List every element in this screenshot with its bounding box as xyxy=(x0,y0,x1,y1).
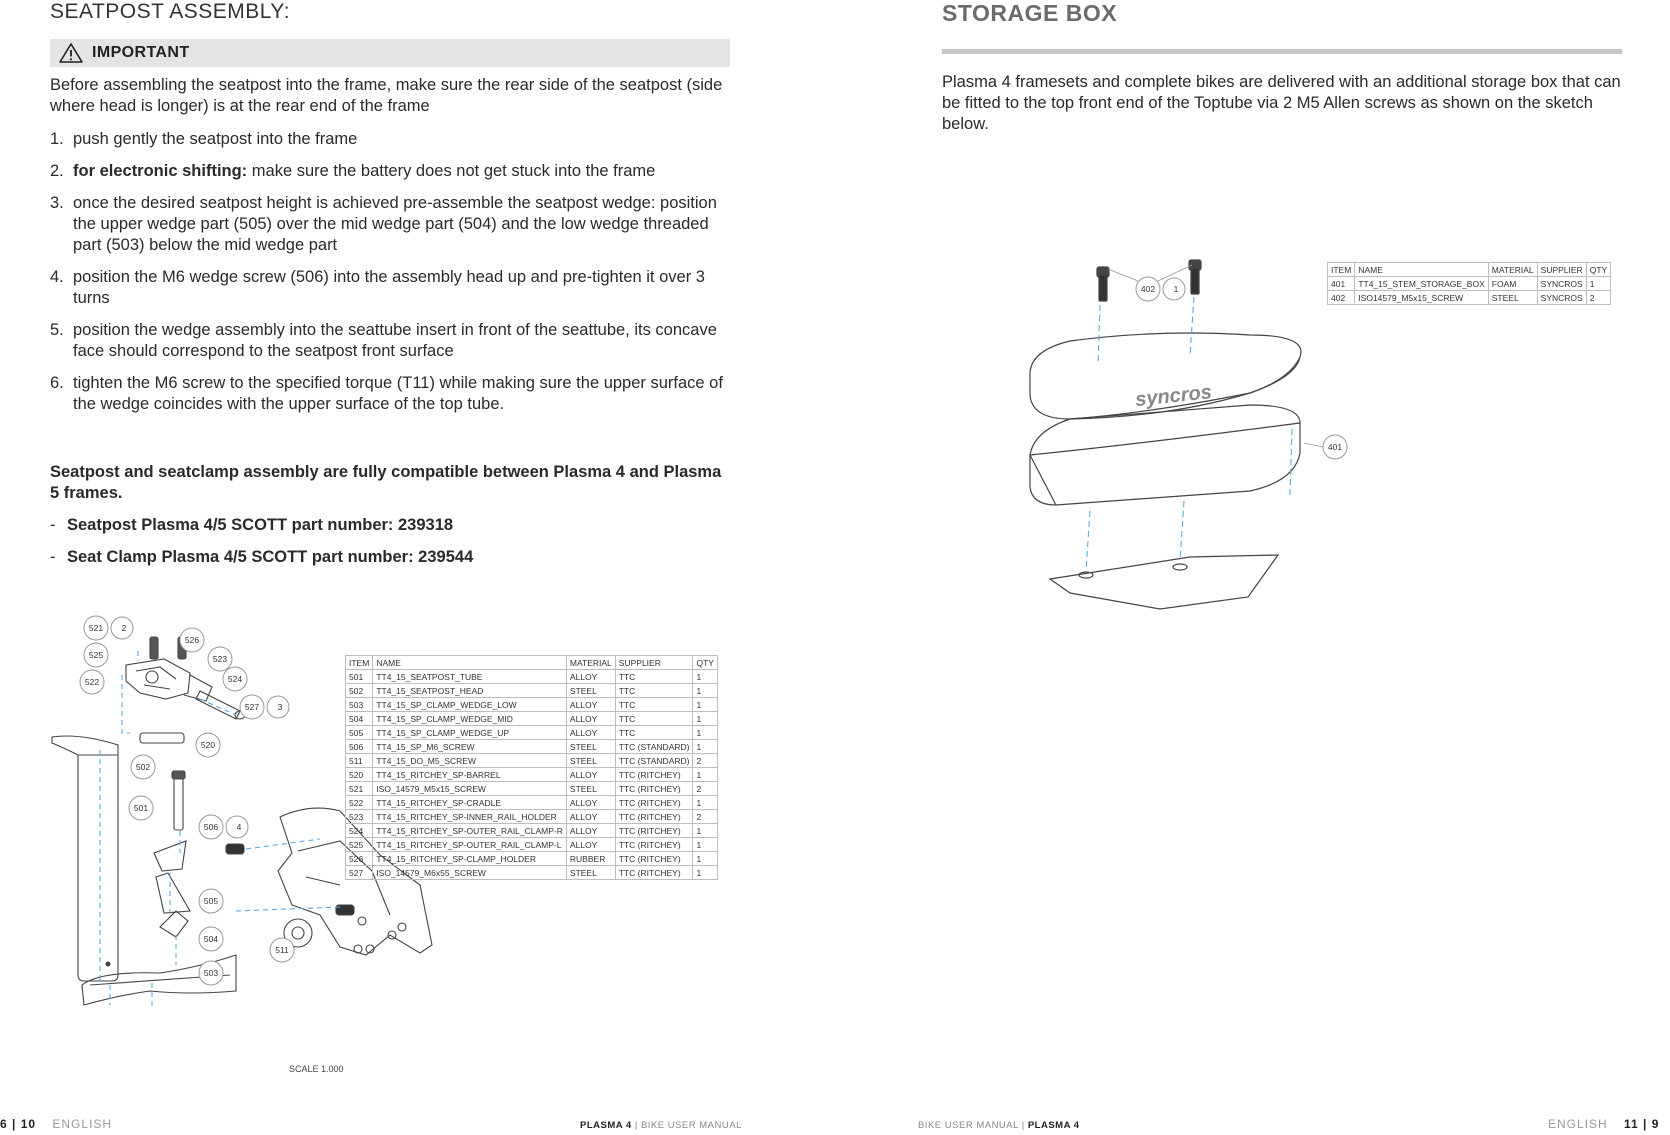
part-number-item: - Seat Clamp Plasma 4/5 SCOTT part number: 239544 xyxy=(50,548,474,566)
wedge-low xyxy=(160,911,188,937)
footer-title-left: PLASMA 4 | BIKE USER MANUAL xyxy=(580,1120,742,1131)
step-item: 2. for electronic shifting: make sure the battery does not get stuck into the frame xyxy=(50,162,656,180)
callout-505 xyxy=(199,889,223,913)
callout-527 xyxy=(240,695,264,719)
table-row: 505 TT4_15_SP_CLAMP_WEDGE_UP ALLOY TTC 1 xyxy=(346,726,718,740)
svg-text:501: 501 xyxy=(133,803,149,813)
svg-text:503: 503 xyxy=(203,968,219,978)
table-row: 520 TT4_15_RITCHEY_SP-BARREL ALLOY TTC (RITCHEY) 1 xyxy=(346,768,718,782)
callout-501 xyxy=(129,796,153,820)
table-row: 503 TT4_15_SP_CLAMP_WEDGE_LOW ALLOY TTC 1 xyxy=(346,698,718,712)
callout-502 xyxy=(131,755,155,779)
svg-text:3: 3 xyxy=(277,702,283,712)
svg-text:511: 511 xyxy=(275,945,289,955)
callout-520 xyxy=(196,733,220,757)
callout-503 xyxy=(199,961,223,985)
torque-callout-1 xyxy=(1163,278,1185,300)
table-row: 523 TT4_15_RITCHEY_SP-INNER_RAIL_HOLDER ALLOY TTC (RITCHEY) 2 xyxy=(346,810,718,824)
torque-callout-4 xyxy=(226,816,248,838)
svg-text:502: 502 xyxy=(135,762,151,772)
table-row: 502 TT4_15_SEATPOST_HEAD STEEL TTC 1 xyxy=(346,684,718,698)
storage-box-intro: Plasma 4 framesets and complete bikes are delivered with an additional storage box that can be fitted to the top front end of the Toptube via 2 M5 Allen screws as shown on the sketch below. xyxy=(942,73,1621,133)
callout-511 xyxy=(270,938,294,962)
callout-524 xyxy=(223,667,247,691)
footer-language-right: ENGLISH xyxy=(1548,1117,1608,1131)
svg-text:1: 1 xyxy=(1173,284,1179,294)
table-row: 527 ISO_14579_M6x55_SCREW STEEL TTC (RITCHEY) 1 xyxy=(346,866,718,880)
step-item: 5. position the wedge assembly into the seattube insert in front of the seattube, its concave face should correspond to the seatpost front surface xyxy=(50,321,717,360)
svg-text:401: 401 xyxy=(1327,442,1343,452)
callout-522 xyxy=(80,670,104,694)
svg-text:402: 402 xyxy=(1140,284,1156,294)
footer-page-numbers-left: 6 | 10 xyxy=(0,1117,37,1131)
table-header-row: ITEM NAME MATERIAL SUPPLIER QTY xyxy=(1328,263,1611,277)
step-item: 3. once the desired seatpost height is achieved pre-assemble the seatpost wedge: position the upper wedge part (505) over the mid wedge part (504) and the low wedge threaded part (503) below the mid wedge part xyxy=(50,194,717,254)
svg-text:523: 523 xyxy=(212,654,228,664)
section-title-seatpost: SEATPOST ASSEMBLY: xyxy=(50,0,291,23)
torque-callout-3 xyxy=(267,696,289,718)
svg-text:505: 505 xyxy=(203,896,219,906)
important-banner xyxy=(50,39,730,67)
svg-text:504: 504 xyxy=(203,934,219,944)
table-row: 504 TT4_15_SP_CLAMP_WEDGE_MID ALLOY TTC 1 xyxy=(346,712,718,726)
wedge-upper xyxy=(154,841,186,871)
storage-box-exploded-diagram xyxy=(1010,255,1350,615)
part-number-item: - Seatpost Plasma 4/5 SCOTT part number: 239318 xyxy=(50,516,454,534)
callout-504 xyxy=(199,927,223,951)
table-row: 526 TT4_15_RITCHEY_SP-CLAMP_HOLDER RUBBER TTC (RITCHEY) 1 xyxy=(346,852,718,866)
step-item: 6. tighten the M6 screw to the specified torque (T11) while making sure the upper surface of the wedge coincides with the upper surface of the top tube. xyxy=(50,374,723,413)
seatpost-parts-table xyxy=(345,655,718,880)
section-title-storage-box: STORAGE BOX xyxy=(942,0,1118,26)
step-bold-label: for electronic shifting: xyxy=(73,162,248,180)
footer-language-left: ENGLISH xyxy=(52,1117,113,1131)
table-row: 521 ISO_14579_M5x15_SCREW STEEL TTC (RITCHEY) 2 xyxy=(346,782,718,796)
seatpost-intro: Before assembling the seatpost into the frame, make sure the rear side of the seatpost (side where head is longer) is at the rear end of the frame xyxy=(50,76,723,115)
table-row: 524 TT4_15_RITCHEY_SP-OUTER_RAIL_CLAMP-R ALLOY TTC (RITCHEY) 1 xyxy=(346,824,718,838)
table-row: 506 TT4_15_SP_M6_SCREW STEEL TTC (STANDARD) 1 xyxy=(346,740,718,754)
footer-left xyxy=(0,1117,112,1131)
callout-526 xyxy=(180,628,204,652)
callout-525 xyxy=(84,643,108,667)
torque-callout-2 xyxy=(111,617,133,639)
footer-right xyxy=(1548,1117,1659,1131)
table-row: 402 ISO14579_M5x15_SCREW STEEL SYNCROS 2 xyxy=(1328,291,1611,305)
scale-label: SCALE 1.000 xyxy=(289,1064,344,1074)
svg-text:524: 524 xyxy=(227,674,243,684)
callout-523 xyxy=(208,647,232,671)
svg-text:4: 4 xyxy=(236,822,242,832)
footer-title-right: BIKE USER MANUAL | PLASMA 4 xyxy=(918,1120,1080,1131)
compatibility-note: Seatpost and seatclamp assembly are fully compatible between Plasma 4 and Plasma 5 frames. xyxy=(50,463,722,502)
section-divider xyxy=(942,49,1622,54)
callout-401 xyxy=(1323,435,1347,459)
warning-icon xyxy=(58,42,84,64)
svg-text:2: 2 xyxy=(121,623,127,633)
callout-506 xyxy=(199,815,223,839)
callout-402 xyxy=(1136,277,1160,301)
svg-text:521: 521 xyxy=(88,623,104,633)
svg-text:525: 525 xyxy=(88,650,104,660)
table-header-row: ITEM NAME MATERIAL SUPPLIER QTY xyxy=(346,656,718,670)
toptube-interface xyxy=(1050,555,1278,609)
svg-text:526: 526 xyxy=(184,635,200,645)
syncros-logo: syncros xyxy=(1134,381,1213,412)
assembly-steps xyxy=(50,129,740,426)
part-numbers xyxy=(50,515,730,579)
table-row: 401 TT4_15_STEM_STORAGE_BOX FOAM SYNCROS 1 xyxy=(1328,277,1611,291)
wedge-mid xyxy=(156,873,190,913)
footer-page-numbers-right: 11 | 9 xyxy=(1624,1117,1660,1131)
storage-box-body xyxy=(1030,405,1300,505)
svg-text:506: 506 xyxy=(203,822,219,832)
table-row: 501 TT4_15_SEATPOST_TUBE ALLOY TTC 1 xyxy=(346,670,718,684)
svg-text:520: 520 xyxy=(200,740,216,750)
svg-text:522: 522 xyxy=(84,677,100,687)
step-item: 4. position the M6 wedge screw (506) into the assembly head up and pre-tighten it over 3 turns xyxy=(50,268,705,307)
svg-text:527: 527 xyxy=(244,702,260,712)
table-row: 511 TT4_15_DO_M5_SCREW STEEL TTC (STANDARD) 2 xyxy=(346,754,718,768)
table-row: 522 TT4_15_RITCHEY_SP-CRADLE ALLOY TTC (RITCHEY) 1 xyxy=(346,796,718,810)
important-label: IMPORTANT xyxy=(92,44,190,61)
step-item: 1. push gently the seatpost into the frame xyxy=(50,130,358,148)
callout-521 xyxy=(84,616,108,640)
table-row: 525 TT4_15_RITCHEY_SP-OUTER_RAIL_CLAMP-L ALLOY TTC (RITCHEY) 1 xyxy=(346,838,718,852)
storage-box-parts-table xyxy=(1327,262,1611,305)
seatpost-tube xyxy=(52,736,118,981)
